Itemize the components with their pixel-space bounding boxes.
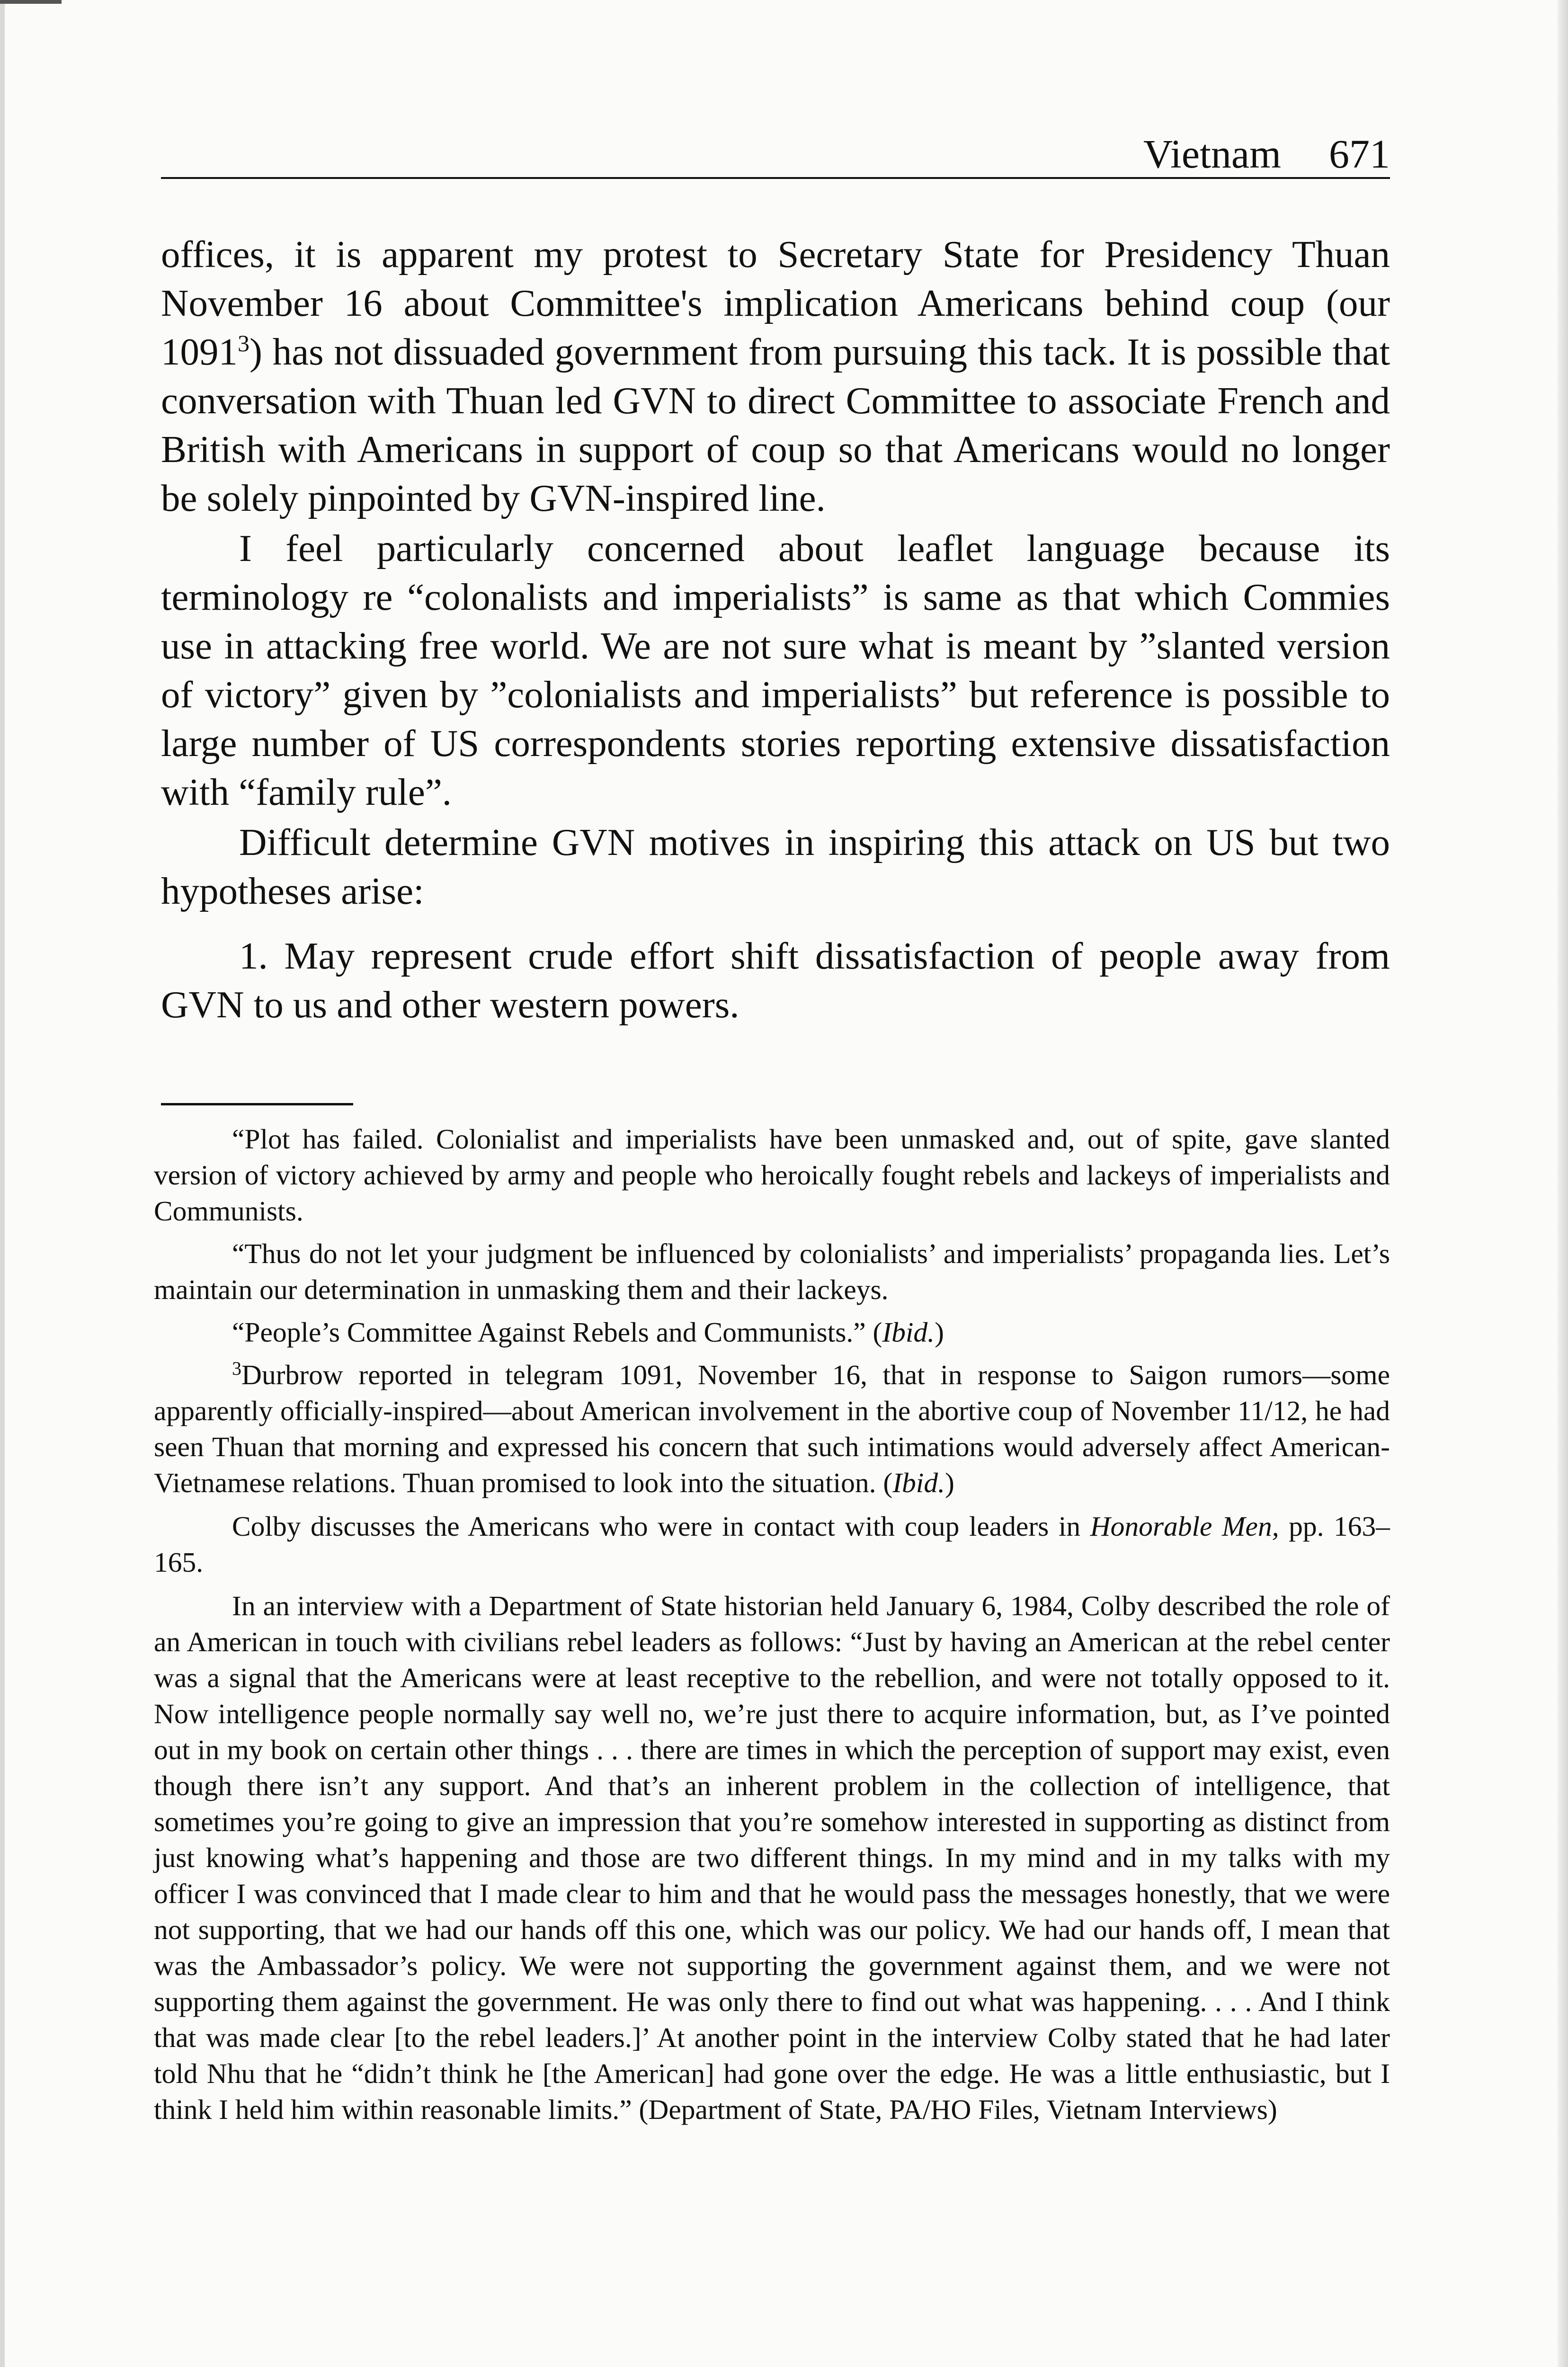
- scan-right-edge: [1558, 0, 1568, 2367]
- footnote-3: [154, 1357, 1390, 1501]
- footnote-text: Colby discusses the Americans who were in contact with coup leaders in: [232, 1511, 1090, 1542]
- footnote-text: Durbrow reported in telegram 1091, November 16, that in response to Saigon rumors—some apparently officially-inspired—about American involvement in the abortive coup of November 11/12, he had seen Thuan that morning and expressed his concern that such intimations would adversely affect American-Vietnamese relations. Thuan promised to look into the situation. (: [154, 1359, 1390, 1498]
- running-head: [161, 124, 1390, 179]
- scan-left-edge: [0, 0, 5, 2367]
- footnote-paragraph: “Thus do not let your judgment be influenced by colonialists’ and imperialists’ propaganda lies. Let’s maintain our determination in unmasking them and their lackeys.: [154, 1238, 1390, 1305]
- footnote-text: ): [944, 1467, 954, 1498]
- footnote-paragraph: [154, 1508, 1390, 1580]
- ibid-citation: Ibid.: [882, 1317, 935, 1348]
- body-text: ) has not dissuaded government from pursuing this tack. It is possible that conversation with Thuan led GVN to direct Committee to associate French and British with Americans in support of coup so that Americans would no longer be solely pinpointed by GVN-inspired line.: [161, 330, 1390, 519]
- body-paragraph: Difficult determine GVN motives in inspiring this attack on US but two hypotheses arise:: [161, 821, 1390, 912]
- footnote-separator: [161, 1103, 353, 1105]
- footnote-text: ): [935, 1317, 944, 1348]
- footnote-paragraph: “Plot has failed. Colonialist and imperialists have been unmasked and, out of spite, gave slanted version of victory achieved by army and people who heroically fought rebels and lackeys of imperialists and Communists.: [154, 1123, 1390, 1227]
- book-title: Honorable Men,: [1090, 1511, 1279, 1542]
- page-number: 671: [1329, 131, 1390, 177]
- scan-top-edge: [0, 0, 62, 4]
- main-text: [161, 230, 1390, 1029]
- body-text: offices, it is apparent my protest to Secretary State for Presidency Thuan November 16 about Committee's implication Americans behind coup (our 1091: [161, 233, 1390, 373]
- footnote-paragraph: In an interview with a Department of State historian held January 6, 1984, Colby described the role of an American in touch with civilians rebel leaders as follows: “Just by having an American at the rebel center was a signal that the Americans were at least receptive to the rebellion, and were not totally opposed to it. Now intelligence people normally say well no, we’re just there to acquire information, but, as I’ve pointed out in my book on certain other things . . . there are times in which the perception of support may exist, even though there isn’t any support. And that’s an inherent problem in the collection of intelligence, that sometimes you’re going to give an impression that you’re somehow interested in supporting as distinct from just knowing what’s happening and those are two different things. In my mind and in my talks with my officer I was convinced that I made clear to him and that he would pass the messages honestly, that we were not supporting, that we had our hands off this one, which was our policy. We had our hands off, I mean that was the Ambassador’s policy. We were not supporting the government against them, and we were not supporting them against the government. He was only there to find out what was happening. . . . And I think that was made clear [to the rebel leaders.]’ At another point in the interview Colby stated that he had later told Nhu that he “didn’t think he [the American] had gone over the edge. He was a little enthusiastic, but I think I held him within reasonable limits.” (Department of State, PA/HO Files, Vietnam Interviews): [154, 1590, 1390, 2125]
- body-paragraph: [161, 230, 1390, 523]
- footnote-reference: 3: [238, 330, 249, 356]
- footnote-paragraph: [154, 1314, 1390, 1350]
- footnote-text: “People’s Committee Against Rebels and Communists.” (: [232, 1317, 882, 1348]
- running-head-title: Vietnam: [1143, 131, 1281, 177]
- footnote-number: 3: [232, 1358, 241, 1379]
- numbered-item: 1. May represent crude effort shift dissatisfaction of people away from GVN to us and other western powers.: [161, 934, 1390, 1026]
- ibid-citation: Ibid.: [892, 1467, 945, 1498]
- footnotes: [154, 1121, 1390, 2127]
- body-paragraph: I feel particularly concerned about leaflet language because its terminology re “colonalists and imperialists” is same as that which Commies use in attacking free world. We are not sure what is meant by ”slanted version of victory” given by ”colonialists and imperialists” but reference is possible to large number of US correspondents stories reporting extensive dissatisfaction with “family rule”.: [161, 527, 1390, 813]
- footnote-text: pp. 163–165.: [154, 1511, 1390, 1578]
